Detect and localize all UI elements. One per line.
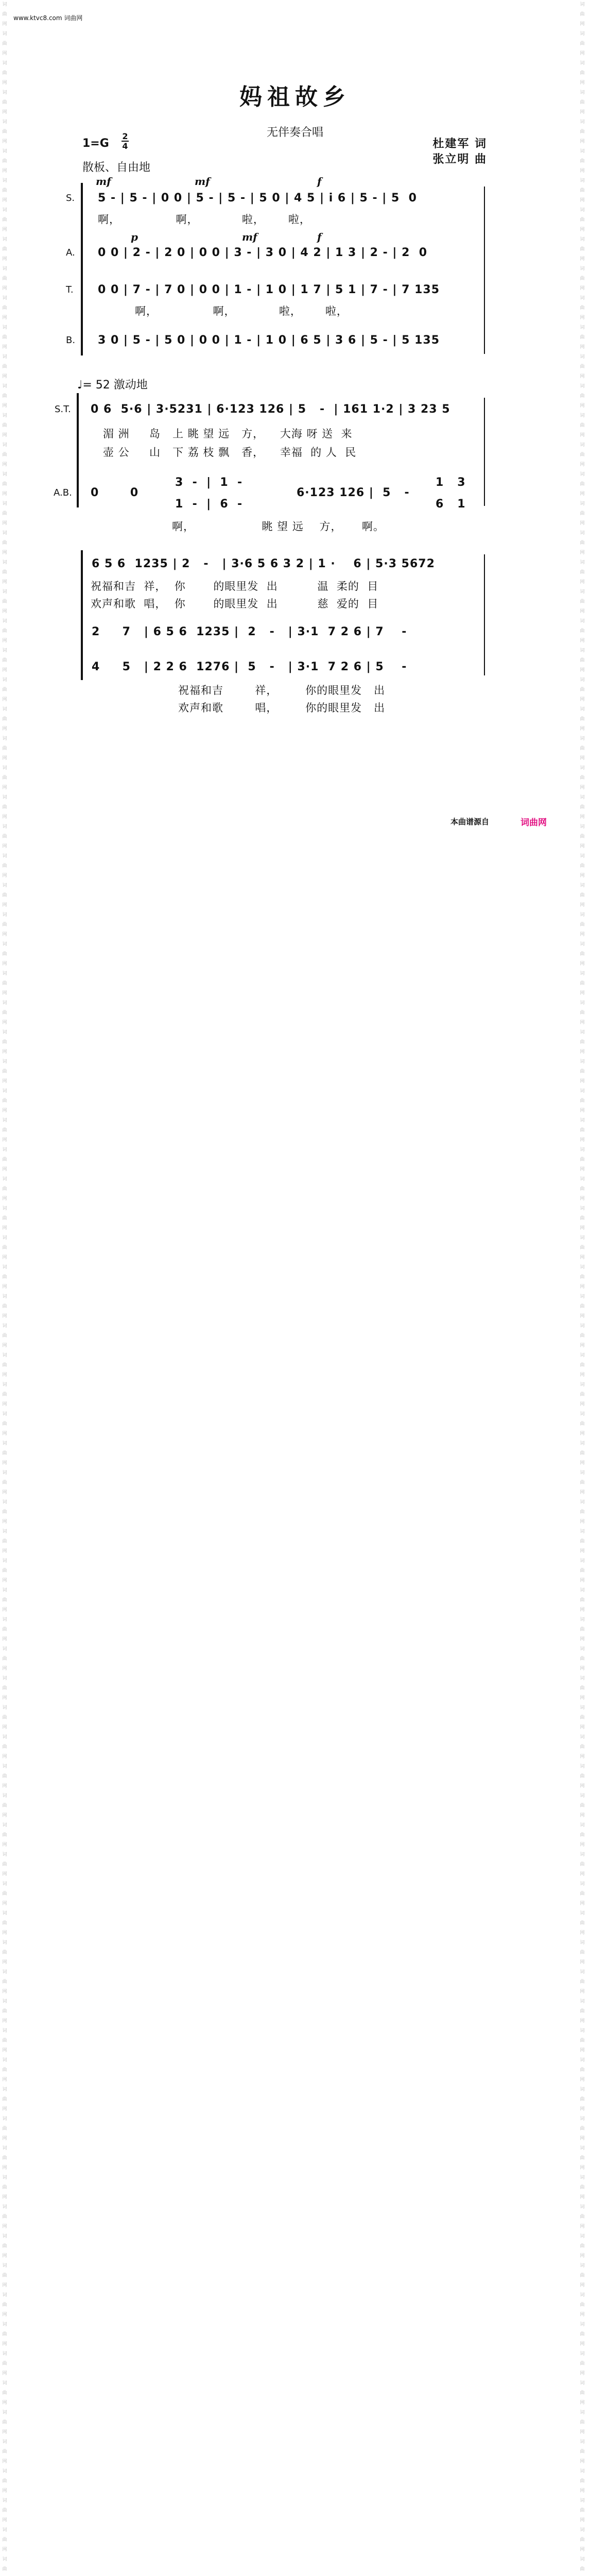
- page-title: 妈祖故乡: [239, 84, 351, 110]
- dyn-s3: f: [317, 175, 322, 188]
- bass-notes: 3 0 | 5 - | 5 0 | 0 0 | 1 - | 1 0 | 6 5 | 3 6 | 5 - | 5 135: [98, 334, 440, 347]
- composer-credit: 张立明 曲: [432, 153, 487, 166]
- tenor-lyrics: 啊， 啊， 啦， 啦，: [135, 305, 348, 317]
- subtitle: 无伴奏合唱: [266, 126, 323, 139]
- lyricist-credit: 杜建军 词: [432, 138, 487, 150]
- dyn-a2: mf: [242, 231, 257, 243]
- ab-upper-notes: 3 - | 1 -: [175, 476, 243, 489]
- dyn-s1: mf: [96, 175, 111, 188]
- system2-end-barline: [484, 398, 485, 506]
- system3-mid-notes: 2 7 | 6 5 6 1235 | 2 - | 3·1 7 2 6 | 7 -: [92, 625, 407, 638]
- ab-lyrics: 啊， 眺 望 远 方， 啊。: [172, 520, 385, 533]
- label-alto: A.: [66, 247, 75, 258]
- system1-end-barline: [484, 187, 485, 354]
- intro-tempo: 散板、自由地: [82, 161, 151, 174]
- dyn-a3: f: [317, 231, 322, 243]
- label-tenor: T.: [66, 284, 74, 295]
- meter-bottom: 4: [122, 141, 128, 151]
- soprano-lyrics: 啊， 啊， 啦， 啦，: [98, 213, 311, 226]
- key-signature: 1=G: [82, 137, 109, 150]
- site-url[interactable]: www.ktvc8.com 词曲网: [13, 14, 83, 22]
- dyn-s2: mf: [195, 175, 210, 188]
- system3-bottom-lyrics-verse2: 欢声和歌 唱， 你的眼里发 出: [178, 702, 386, 714]
- system3-bottom-notes: 4 5 | 2 2 6 1276 | 5 - | 3·1 7 2 6 | 5 -: [92, 660, 407, 673]
- system3-end-barline: [484, 554, 485, 675]
- left-watermark: 词曲网词曲网词曲网词曲网词曲网词曲网词曲网词曲网词曲网词曲网词曲网词曲网词曲网词曲网词曲网词曲网词曲网词曲网词曲网词曲网词曲网词曲网词曲网词曲网词曲网词曲网词曲网词曲网词曲网词曲网词曲网词曲网词曲网词曲网词曲网词曲网词曲网词曲网词曲网词曲网词曲网词曲网词曲网词曲网词曲网词曲网词曲网词曲网词曲网词曲网词曲网词曲网词曲网词曲网词曲网词曲网词曲网词曲网词曲网词曲网词曲网词曲网词曲网词曲网词曲网词曲网词曲网词曲网词曲网词曲网词曲网词曲网词曲网词曲网词曲网词曲网词曲网词曲网词曲网词曲网词曲网词曲网词曲网词曲网词曲网词曲网词曲网词曲: [2, 2, 7, 2572]
- st-notes: 0 6 5·6 | 3·5231 | 6·123 126 | 5 - | 161 1·2 | 3 23 5: [91, 403, 450, 416]
- tempo-marking: ♩= 52 激动地: [77, 379, 148, 392]
- label-st: S.T.: [55, 404, 71, 415]
- label-bass: B.: [66, 335, 76, 346]
- source-label: 本曲谱源自: [450, 817, 489, 826]
- meter-top: 2: [122, 131, 128, 141]
- system3-top-lyrics-verse1: 祝福和吉 祥， 你 的眼里发 出 温 柔的 目: [91, 580, 379, 592]
- st-lyrics-verse1: 湄 洲 岛 上 眺 望 远 方， 大海 呀 送 来: [103, 428, 353, 440]
- tenor-notes: 0 0 | 7 - | 7 0 | 0 0 | 1 - | 1 0 | 1 7 | 5 1 | 7 - | 7 135: [98, 283, 440, 296]
- dyn-a1: p: [131, 231, 138, 243]
- label-soprano: S.: [66, 193, 75, 204]
- soprano-notes: 5 - | 5 - | 0 0 | 5 - | 5 - | 5 0 | 4 5 | i 6 | 5 - | 5 0: [98, 192, 417, 205]
- system3-top-lyrics-verse2: 欢声和歌 唱， 你 的眼里发 出 慈 爱的 目: [91, 598, 379, 610]
- right-watermark: 词曲网词曲网词曲网词曲网词曲网词曲网词曲网词曲网词曲网词曲网词曲网词曲网词曲网词曲网词曲网词曲网词曲网词曲网词曲网词曲网词曲网词曲网词曲网词曲网词曲网词曲网词曲网词曲网词曲网词曲网词曲网词曲网词曲网词曲网词曲网词曲网词曲网词曲网词曲网词曲网词曲网词曲网词曲网词曲网词曲网词曲网词曲网词曲网词曲网词曲网词曲网词曲网词曲网词曲网词曲网词曲网词曲网词曲网词曲网词曲网词曲网词曲网词曲网词曲网词曲网词曲网词曲网词曲网词曲网词曲网词曲网词曲网词曲网词曲网词曲网词曲网词曲网词曲网词曲网词曲网词曲网词曲网词曲网词曲网词曲网词曲网词曲网词曲: [580, 2, 585, 2572]
- ab-prefix-notes: 0 0: [91, 486, 139, 499]
- st-lyrics-verse2: 壶 公 山 下 荔 枝 飘 香， 幸福 的 人 民: [103, 446, 357, 459]
- system3-top-notes: 6 5 6 1235 | 2 - | 3·6 5 6 3 2 | 1 · 6 | 5·3 5672: [92, 557, 435, 570]
- ab-lower-notes: 1 - | 6 -: [175, 498, 243, 511]
- label-ab: A.B.: [54, 487, 72, 498]
- system3-bottom-lyrics-verse1: 祝福和吉 祥， 你的眼里发 出: [178, 684, 386, 697]
- system1-brace: [81, 183, 83, 355]
- ab-end-lower-notes: 6 1: [436, 498, 466, 511]
- alto-notes: 0 0 | 2 - | 2 0 | 0 0 | 3 - | 3 0 | 4 2 | 1 3 | 2 - | 2 0: [98, 246, 428, 259]
- brand-link[interactable]: 词曲网: [520, 818, 547, 828]
- time-signature: [122, 132, 129, 150]
- system2-brace: [77, 393, 79, 507]
- system3-brace: [81, 550, 83, 680]
- ab-mid-notes: 6·123 126 | 5 -: [297, 486, 410, 499]
- ab-end-upper-notes: 1 3: [436, 476, 466, 489]
